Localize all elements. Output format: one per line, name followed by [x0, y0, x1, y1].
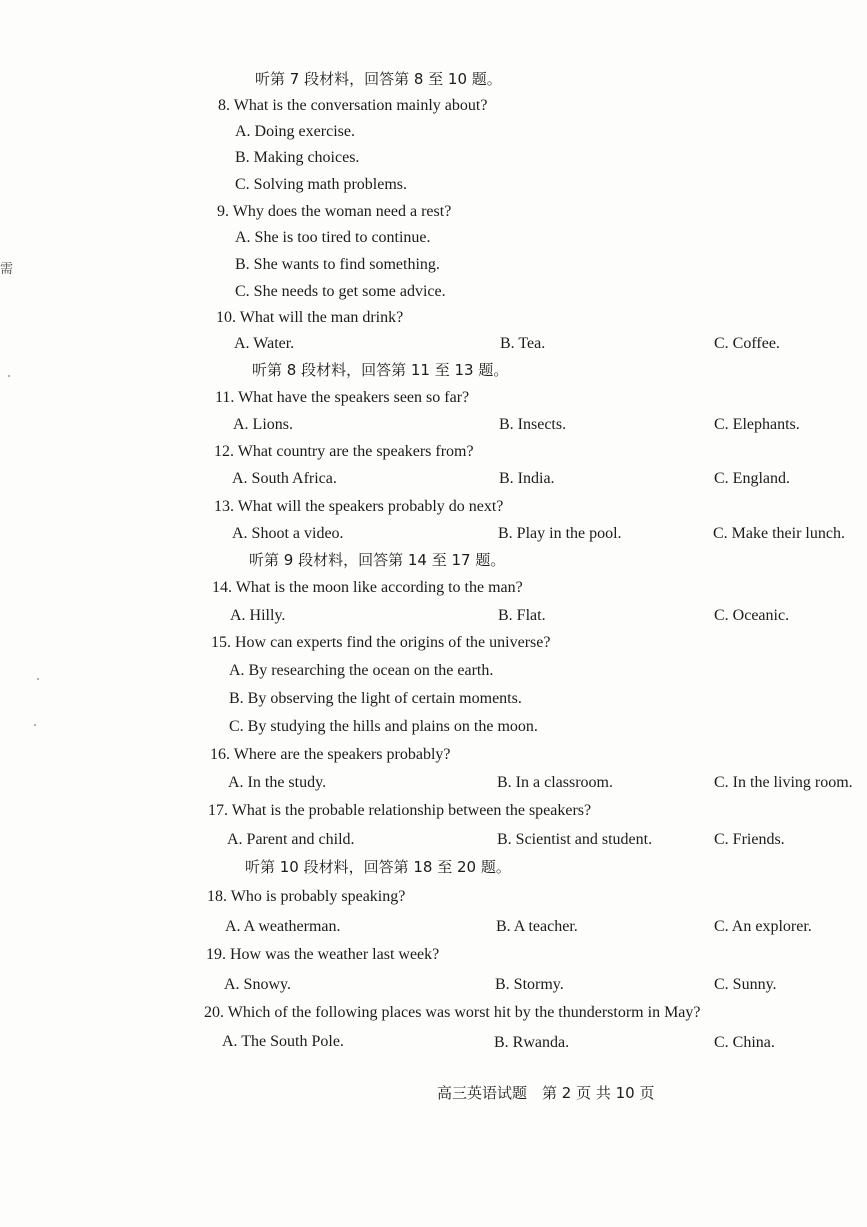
question-20: 20. Which of the following places was worst hit by the thunderstorm in May?	[204, 1004, 701, 1021]
option-14b: B. Flat.	[498, 607, 546, 624]
option-8a: A. Doing exercise.	[235, 123, 355, 140]
option-9c: C. She needs to get some advice.	[235, 283, 446, 300]
option-12a: A. South Africa.	[232, 470, 337, 487]
option-10b: B. Tea.	[500, 335, 546, 352]
option-17a: A. Parent and child.	[227, 831, 355, 848]
option-10c: C. Coffee.	[714, 335, 780, 352]
question-8: 8. What is the conversation mainly about?	[218, 97, 488, 114]
question-15: 15. How can experts find the origins of the universe?	[211, 634, 551, 651]
question-12: 12. What country are the speakers from?	[214, 443, 474, 460]
option-18b: B. A teacher.	[496, 918, 578, 935]
option-13c: C. Make their lunch.	[713, 525, 845, 542]
option-12c: C. England.	[714, 470, 790, 487]
option-20a: A. The South Pole.	[222, 1033, 344, 1050]
option-20c: C. China.	[714, 1034, 775, 1051]
option-19b: B. Stormy.	[495, 976, 564, 993]
option-8c: C. Solving math problems.	[235, 176, 407, 193]
question-14: 14. What is the moon like according to the man?	[212, 579, 523, 596]
option-17b: B. Scientist and student.	[497, 831, 653, 848]
option-20b: B. Rwanda.	[494, 1034, 570, 1051]
question-9: 9. Why does the woman need a rest?	[217, 203, 452, 220]
option-15b: B. By observing the light of certain moments.	[229, 690, 522, 707]
option-10a: A. Water.	[234, 335, 295, 352]
question-19: 19. How was the weather last week?	[206, 946, 440, 963]
margin-mark: 需	[0, 262, 14, 277]
option-14c: C. Oceanic.	[714, 607, 790, 624]
option-15a: A. By researching the ocean on the earth.	[229, 662, 494, 679]
option-11c: C. Elephants.	[714, 416, 800, 433]
scan-speck	[34, 724, 36, 726]
option-11b: B. Insects.	[499, 416, 567, 433]
option-19a: A. Snowy.	[224, 976, 291, 993]
option-17c: C. Friends.	[714, 831, 785, 848]
scan-speck	[37, 678, 39, 680]
option-16c: C. In the living room.	[714, 774, 853, 791]
option-14a: A. Hilly.	[230, 607, 286, 624]
question-16: 16. Where are the speakers probably?	[210, 746, 451, 763]
option-18a: A. A weatherman.	[225, 918, 341, 935]
option-15c: C. By studying the hills and plains on the moon.	[229, 718, 538, 735]
option-16a: A. In the study.	[228, 774, 327, 791]
option-9a: A. She is too tired to continue.	[235, 229, 431, 246]
section-heading-10: 听第 10 段材料，回答第 18 至 20 题。	[245, 858, 511, 876]
scan-speck	[8, 375, 10, 377]
section-heading-7: 听第 7 段材料，回答第 8 至 10 题。	[255, 70, 502, 88]
option-19c: C. Sunny.	[714, 976, 777, 993]
option-12b: B. India.	[499, 470, 555, 487]
option-9b: B. She wants to find something.	[235, 256, 440, 273]
section-heading-8: 听第 8 段材料，回答第 11 至 13 题。	[252, 361, 509, 379]
page-footer: 高三英语试题 第 2 页 共 10 页	[437, 1084, 655, 1102]
option-18c: C. An explorer.	[714, 918, 812, 935]
question-13: 13. What will the speakers probably do next?	[214, 498, 504, 515]
option-16b: B. In a classroom.	[497, 774, 613, 791]
question-17: 17. What is the probable relationship between the speakers?	[208, 802, 592, 819]
option-8b: B. Making choices.	[235, 149, 360, 166]
question-18: 18. Who is probably speaking?	[207, 888, 406, 905]
section-heading-9: 听第 9 段材料，回答第 14 至 17 题。	[249, 551, 506, 569]
option-11a: A. Lions.	[233, 416, 293, 433]
option-13a: A. Shoot a video.	[232, 525, 344, 542]
option-13b: B. Play in the pool.	[498, 525, 622, 542]
question-10: 10. What will the man drink?	[216, 309, 404, 326]
question-11: 11. What have the speakers seen so far?	[215, 389, 470, 406]
